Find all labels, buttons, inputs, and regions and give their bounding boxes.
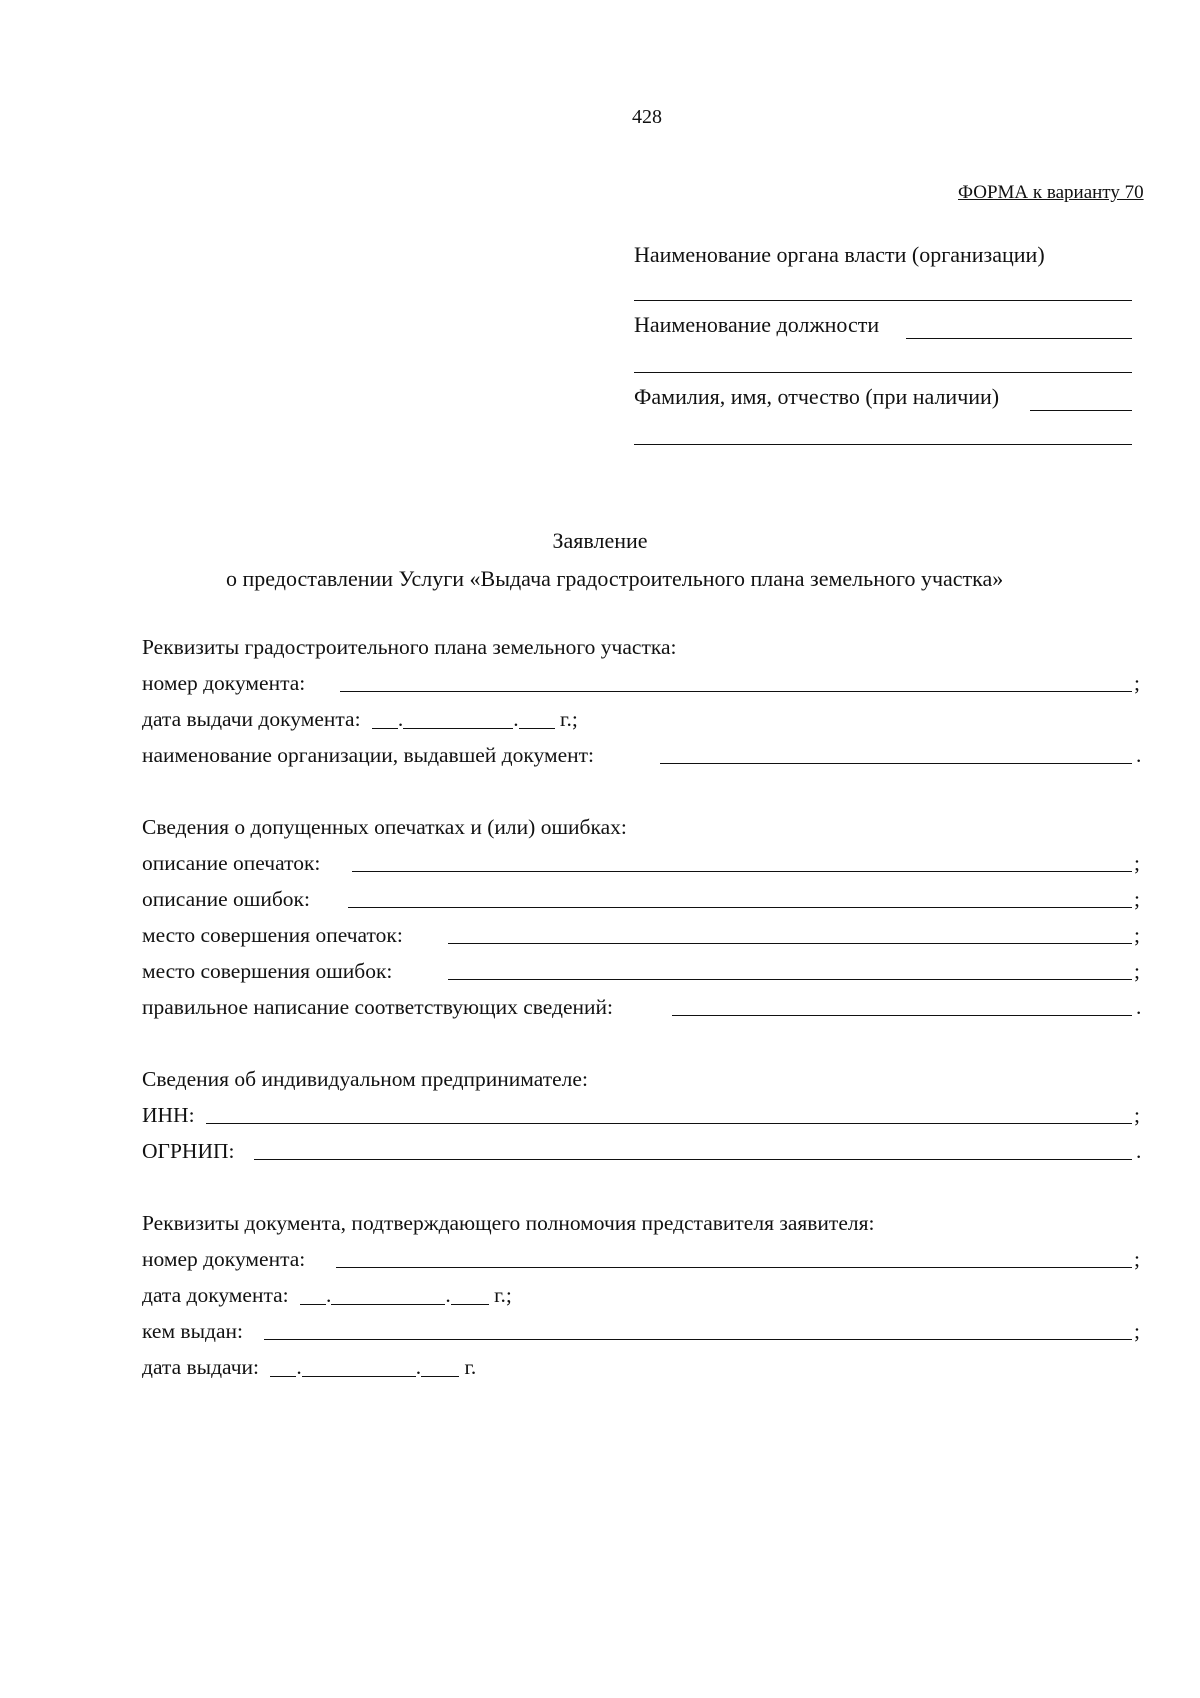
error-place-row	[142, 956, 1142, 984]
gpzu-doc-number-field[interactable]	[340, 691, 1132, 692]
gpzu-doc-number-label: номер документа:	[142, 671, 306, 695]
inn-field[interactable]	[206, 1123, 1132, 1124]
date-dot: .	[513, 707, 519, 731]
gpzu-doc-number-row	[142, 668, 1142, 696]
ip-heading	[142, 1064, 588, 1092]
semicolon: ;	[1134, 851, 1140, 875]
rep-heading-text: Реквизиты документа, подтверждающего полномочия представителя заявителя:	[142, 1211, 875, 1235]
error-desc-label: описание ошибок:	[142, 887, 310, 911]
month-field[interactable]	[331, 1286, 445, 1305]
fio-line[interactable]	[1030, 410, 1132, 411]
rep-doc-number-label: номер документа:	[142, 1247, 306, 1271]
semicolon: ;	[1134, 959, 1140, 983]
rep-issued-by-field[interactable]	[264, 1339, 1132, 1340]
semicolon: ;	[1134, 923, 1140, 947]
gpzu-org-row	[142, 740, 1142, 768]
day-field[interactable]	[300, 1286, 326, 1305]
year-suffix: г.;	[494, 1283, 512, 1307]
rep-issue-date-label: дата выдачи:	[142, 1355, 260, 1379]
inn-row	[142, 1100, 1142, 1128]
rep-doc-date-label: дата документа:	[142, 1283, 289, 1307]
period: .	[1136, 1139, 1142, 1163]
gpzu-issue-date	[142, 707, 578, 732]
rep-issue-date	[142, 1355, 476, 1380]
day-field[interactable]	[270, 1358, 296, 1377]
position-line[interactable]	[906, 338, 1132, 339]
rep-doc-date	[142, 1283, 512, 1308]
typo-place-row	[142, 920, 1142, 948]
fio-line-2[interactable]	[634, 444, 1132, 445]
rep-doc-number-row	[142, 1244, 1142, 1272]
date-dot: .	[397, 707, 404, 731]
errors-heading	[142, 812, 627, 840]
date-dot: .	[326, 1283, 332, 1307]
org-name-line[interactable]	[634, 300, 1132, 301]
inn-label: ИНН:	[142, 1103, 195, 1127]
error-desc-field[interactable]	[348, 907, 1132, 908]
year-field[interactable]	[421, 1358, 459, 1377]
typo-desc-label: описание опечаток:	[142, 851, 321, 875]
rep-doc-date-row	[142, 1280, 512, 1308]
year-field[interactable]	[519, 710, 555, 729]
semicolon: ;	[1134, 1319, 1140, 1343]
period: .	[1136, 743, 1142, 767]
rep-issued-by-label: кем выдан:	[142, 1319, 243, 1343]
typo-place-label: место совершения опечаток:	[142, 923, 403, 947]
typo-desc-row	[142, 848, 1142, 876]
year-suffix: г.;	[560, 707, 578, 731]
date-dot: .	[445, 1283, 451, 1307]
page-number: 428	[632, 106, 662, 128]
semicolon: ;	[1134, 1247, 1140, 1271]
ogrnip-row	[142, 1136, 1142, 1164]
typo-desc-field[interactable]	[352, 871, 1132, 872]
gpzu-org-field[interactable]	[660, 763, 1132, 764]
gpzu-issue-date-row	[142, 704, 578, 732]
rep-issue-date-row	[142, 1352, 476, 1380]
ogrnip-label: ОГРНИП:	[142, 1139, 235, 1163]
document-title: Заявление	[552, 528, 648, 553]
semicolon: ;	[1134, 1103, 1140, 1127]
correct-field[interactable]	[672, 1015, 1132, 1016]
error-desc-row	[142, 884, 1142, 912]
position-label: Наименование должности	[634, 312, 880, 337]
year-field[interactable]	[451, 1286, 489, 1305]
document-subtitle: о предоставлении Услуги «Выдача градостроительного плана земельного участка»	[226, 566, 1004, 591]
ip-heading-text: Сведения об индивидуальном предпринимателе:	[142, 1067, 588, 1091]
month-field[interactable]	[403, 710, 513, 729]
correct-row	[142, 992, 1142, 1020]
fio-label: Фамилия, имя, отчество (при наличии)	[634, 384, 1000, 409]
rep-heading	[142, 1208, 874, 1236]
gpzu-issue-date-label: дата выдачи документа:	[142, 707, 361, 731]
org-name-label: Наименование органа власти (организации)	[634, 242, 1045, 267]
errors-heading-text: Сведения о допущенных опечатках и (или) ошибках:	[142, 815, 627, 839]
month-field[interactable]	[302, 1358, 416, 1377]
gpzu-heading-text: Реквизиты градостроительного плана земельного участка:	[142, 635, 677, 659]
semicolon: ;	[1134, 671, 1140, 695]
typo-place-field[interactable]	[448, 943, 1132, 944]
gpzu-heading	[142, 632, 676, 660]
gpzu-org-label: наименование организации, выдавшей документ:	[142, 743, 595, 767]
position-line-2[interactable]	[634, 372, 1132, 373]
date-dot: .	[296, 1355, 302, 1379]
error-place-label: место совершения ошибок:	[142, 959, 393, 983]
period: .	[1136, 995, 1142, 1019]
ogrnip-field[interactable]	[254, 1159, 1132, 1160]
date-dot: .	[415, 1355, 422, 1379]
year-suffix: г.	[464, 1355, 477, 1379]
day-field[interactable]	[372, 710, 398, 729]
rep-doc-number-field[interactable]	[336, 1267, 1132, 1268]
error-place-field[interactable]	[448, 979, 1132, 980]
rep-issued-by-row	[142, 1316, 1142, 1344]
semicolon: ;	[1134, 887, 1140, 911]
correct-label: правильное написание соответствующих сведений:	[142, 995, 614, 1019]
form-reference: ФОРМА к варианту 70	[958, 182, 1144, 203]
